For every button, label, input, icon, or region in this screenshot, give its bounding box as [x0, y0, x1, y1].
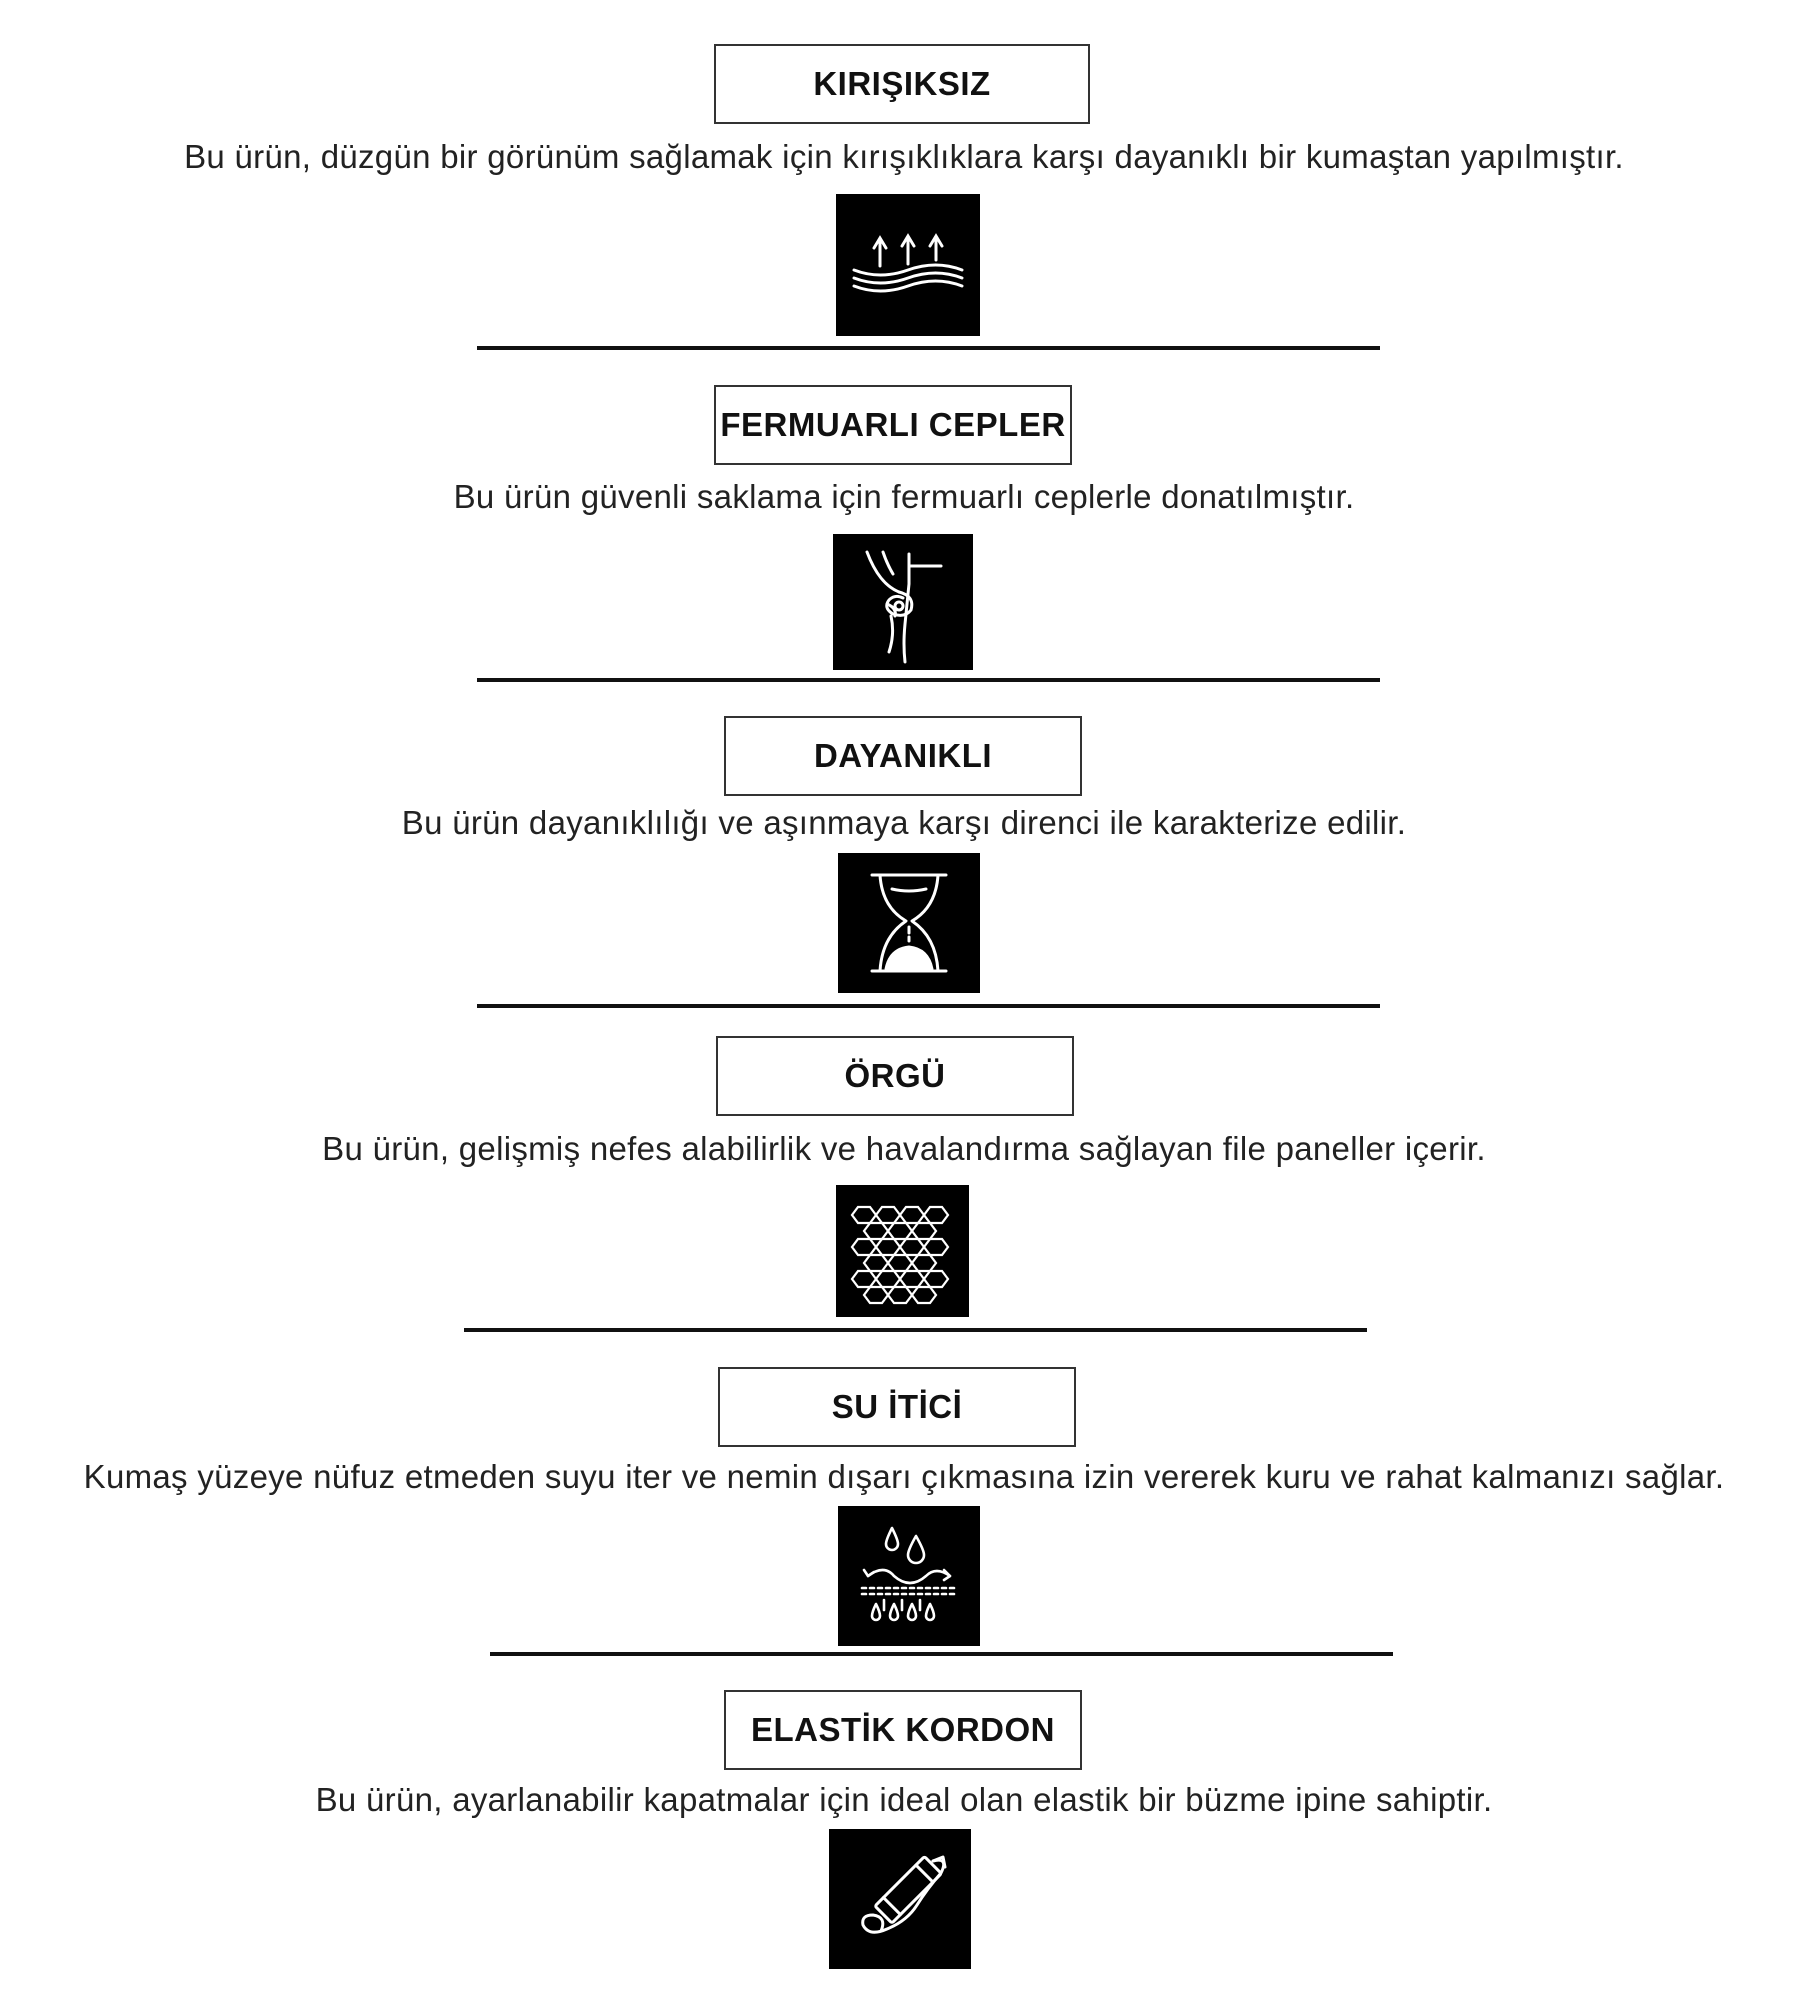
- feature-description: Bu ürün, gelişmiş nefes alabilirlik ve havalandırma sağlayan file paneller içerir.: [322, 1130, 1486, 1167]
- feature-description: Bu ürün dayanıklılığı ve aşınmaya karşı direnci ile karakterize edilir.: [401, 804, 1407, 841]
- feature-title-zipper-pockets: [714, 385, 1072, 465]
- feature-title-elastic-cord: [724, 1690, 1082, 1770]
- feature-title-text: ÖRGÜ: [844, 1057, 946, 1094]
- feature-title-text: ELASTİK KORDON: [751, 1711, 1055, 1748]
- elastic-cord-icon: [829, 1829, 971, 1969]
- mesh-icon: [836, 1185, 969, 1317]
- water-repellent-icon: [838, 1506, 980, 1646]
- feature-title-text: DAYANIKLI: [813, 737, 993, 774]
- zipper-pocket-icon: [833, 534, 973, 670]
- feature-title-mesh: [716, 1036, 1074, 1116]
- feature-description: Kumaş yüzeye nüfuz etmeden suyu iter ve nemin dışarı çıkmasına izin vererek kuru ve rahat kalmanızı sağlar.: [83, 1458, 1725, 1495]
- feature-title-durable: [724, 716, 1082, 796]
- section-divider: [477, 346, 1380, 350]
- feature-title-water-repellent: [718, 1367, 1076, 1447]
- section-divider: [477, 678, 1380, 682]
- feature-title-text: SU İTİCİ: [831, 1388, 963, 1425]
- feature-title-text: FERMUARLI CEPLER: [720, 406, 1066, 443]
- feature-description: Bu ürün güvenli saklama için fermuarlı ceplerle donatılmıştır.: [453, 478, 1355, 515]
- feature-title-wrinkle-free: [714, 44, 1090, 124]
- feature-description: Bu ürün, düzgün bir görünüm sağlamak için kırışıklıklara karşı dayanıklı bir kumaştan yapılmıştır.: [184, 138, 1624, 175]
- hourglass-icon: [838, 853, 980, 993]
- feature-description: Bu ürün, ayarlanabilir kapatmalar için ideal olan elastik bir büzme ipine sahiptir.: [315, 1781, 1493, 1818]
- feature-title-text: KIRIŞIKSIZ: [813, 65, 991, 102]
- wrinkle-free-icon: [836, 194, 980, 336]
- section-divider: [477, 1004, 1380, 1008]
- section-divider: [464, 1328, 1367, 1332]
- section-divider: [490, 1652, 1393, 1656]
